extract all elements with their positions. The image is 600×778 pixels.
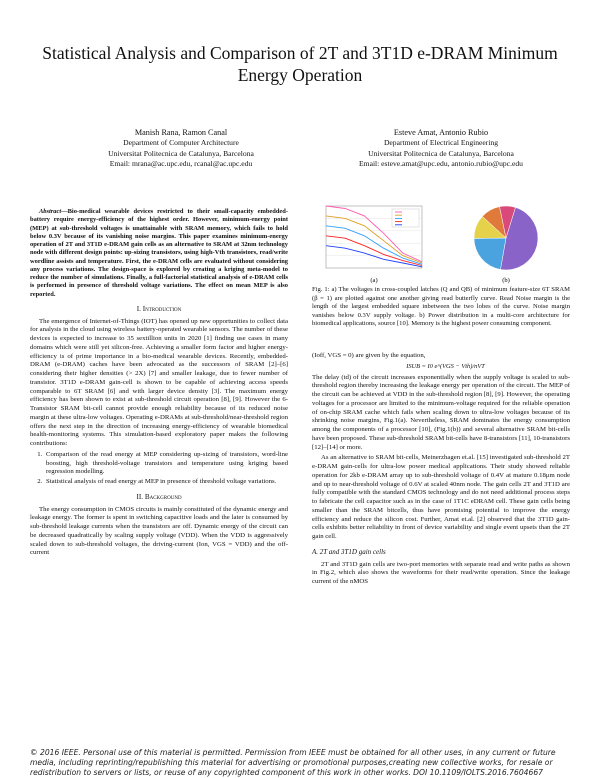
panel-label: (b)	[502, 277, 510, 284]
left-column	[30, 208, 288, 560]
butterfly-curve-chart	[312, 200, 440, 284]
background-paragraph: As an alternative to SRAM bit-cells, Meinerzhagen et.al. [15] investigated sub-threshold 2T e-DRAM gain-cells for ultra-low power medical applications. Their study showed reliable operation for 2kb e-DRAM array up to sub-threshold voltage of 0.4V at mature 0.18μm node and up to near-threshold voltage of 0.6V at scaled 40nm node. The gain cells 2T and 3T1D are fully compatible with the standard CMOS technology and do not need additional process steps to fabricate the cell capacitor such as in the case of 1T1C eDRAM cell. These gain cells being smaller than the SRAM bitcells, thus have promising potential to improve the energy efficiency and reduce the silicon cost. Further, Amat et.al. [2] observed that the 3T1D gain-cells exhibits better reliability in front of device variability and single event upsets than the 2T gain cell.	[312, 454, 570, 540]
contribution-item: 1. Comparison of the read energy at MEP considering up-sizing of transistors, word-line boosting, high threshold-voltage transistors and temperature using kriging based regression modelling.	[44, 451, 288, 477]
equation-lead: (Ioff, VGS = 0) are given by the equation,	[312, 352, 426, 359]
paper-title: Statistical Analysis and Comparison of 2T and 3T1D e-DRAM Minimum Energy Operation	[42, 43, 558, 85]
section-heading-background: II. Background	[136, 492, 182, 501]
series-line	[326, 226, 422, 264]
background-paragraph: The energy consumption in CMOS circuits is mainly constituted of the dynamic energy and leakage energy. The former is spent in switching capacitive loads and the later is consumed by sub-threshold leakage currents when the transistors are off. Dynamic energy of the circuit can be decreased quadratically by scaling supply voltage (VDD). When the VDD is aggressively scaled down to sub-threshold voltages, the driving-current (Ion, VGS = VDD) and the off-current	[30, 505, 288, 557]
contribution-list	[30, 451, 288, 487]
background-paragraph: The delay (td) of the circuit increases exponentially when the supply voltage is scaled to sub-threshold region thereby increasing the leakage energy per operation of the circuit. The MEP of the circuit can be achieved at VDD in the sub-threshold region [8], [9]. However, the operating voltages for a processor are limited to the minimum-voltage required for the reliable operation of on-chip SRAM cache which fails when scaling down to ultra-low voltages because of its shrinking noise margins, Fig.1(a). Nevertheless, SRAM dominates the energy consumption among the components of a processor [10], (Fig.1(b)) and several alternative SRAM bit-cells have been proposed. These sub-threshold SRAM bit-cells have 8-transistors [11], 10-transistors [12]–[14] or more.	[312, 373, 570, 451]
author-department: Department of Computer Architecture	[123, 138, 239, 148]
series-line	[326, 246, 422, 267]
pie-slice	[474, 238, 506, 270]
author-block-left	[56, 128, 306, 170]
subthreshold-equation: ISUB = I0 e^(VGS − Vth)/nVT	[406, 362, 485, 370]
copyright-footer: © 2016 IEEE. Personal use of this material is permitted. Permission from IEEE must be obtained for all other uses, in any current or future media, including reprinting/republishing this material for advertising or promotional purposes,creating new collective works, for resale or redistribution to servers or lists, or reuse of any copyrighted component of this work in other works. DOI 10.1109/IOLTS.2016.7604667	[30, 748, 556, 777]
abstract-label: Abstract	[39, 208, 62, 215]
subsection-heading: A. 2T and 3T1D gain cells	[312, 547, 386, 556]
author-university: Universitat Politecnica de Catalunya, Barcelona	[108, 148, 254, 158]
intro-paragraph: The emergence of Internet-of-Things (IOT) has opened up new opportunities to collect data for analysis in the cloud using wireless battery-operated wearable sensors. The number of these devices is expected to increase to 35 sextillion units in 2020 [1] finding use cases in many domains which were still yet silicon-free. Achieving a smaller form factor and higher energy-efficiency is of prime importance in a bio-medical wearable devices. Recently, embedded-DRAM (e-DRAM) caches have been advocated as the successors of SRAM [2]–[6] considering their higher densities (> 2X) [7] and smaller leakage, due to fewer number of transistor. 3T1D e-DRAM gain-cell is shown to be capable of achieving access speeds comparable to 6T SRAM [6] and with larger device density [3]. The maximum energy efficiency has been shown to exist at sub-threshold circuit operation [8], [9]. However the 6-Transistor SRAM bit-cell cannot provide enough reliability because of its reduced noise margin at these ultra-low voltages. Operating e-DRAMs at sub-threshold/near-threshold region offers the next step in the direction of increasing energy-efficiency of wearable biomedical health-monitoring systems. This simulation-based exploratory paper makes the following contributions:	[30, 317, 288, 447]
panel-label: (a)	[370, 277, 378, 284]
author-department: Department of Electrical Engineering	[383, 138, 499, 148]
right-column	[312, 352, 570, 589]
abstract-text: —Bio-medical wearable devices restricted to their small-capacity embedded-battery require energy-efficiency of the highest order. However, minimum-energy point (MEP) at sub-threshold voltages is unattainable with SRAM memory, which fails to hold below 0.3V because of its vanishing noise margins. This paper examines minimum-energy operation of 2T and 3T1D e-DRAM gain cells as an alternative to SRAM at 32nm technology node with different design points: up-sizing transistors, using high-Vth transistors, read/write wordline assists and temperature. First, the e-DRAM cells are evaluated without considering any process variations. The design-space is explored by creating a kriging meta-model to reduce the number of simulations. Finally, a full-factorial statistical analysis of e-DRAM cells is performed in presence of threshold voltage variations. The effect on mean MEP is also reported.	[30, 208, 288, 298]
author-email: Email: esteve.amat@upc.edu, antonio.rubio@upc.edu	[359, 159, 523, 169]
contribution-item: 2. Statistical analysis of read energy at MEP in presence of threshold voltage variations.	[44, 478, 288, 487]
figure-caption: Fig. 1: a) The voltages in cross-coupled latches (Q and QB) of minimum feature-size 6T SRAM (β = 1) are plotted against one another giving read butterfly curve. Read Noise margin is the length of the largest embedded square inbetween the two lobes of the curve. Noise margin vanishes below 0.3V supply voltage. b) Power distribution in a multi-core architecture for biomedical applications, source [10]. Memory is the highest power consuming component.	[312, 286, 570, 327]
section-heading-introduction: I. Introduction	[136, 304, 182, 313]
series-line	[326, 236, 422, 266]
power-distribution-pie-chart	[442, 200, 570, 284]
abstract	[30, 208, 288, 299]
author-block-right	[316, 128, 566, 170]
figure-1	[312, 200, 570, 284]
author-email: Email: mrana@ac.upc.edu, rcanal@ac.upc.edu	[109, 159, 253, 169]
author-names: Manish Rana, Ramon Canal	[134, 128, 228, 137]
author-university: Universitat Politecnica de Catalunya, Barcelona	[368, 148, 514, 158]
gain-cell-paragraph: 2T and 3T1D gain cells are two-port memories with separate read and write paths as shown in Fig.2, which also shows the waveforms for their read/write operation. Since the leakage current of the nMOS	[312, 560, 570, 585]
author-names: Esteve Amat, Antonio Rubio	[393, 128, 489, 137]
